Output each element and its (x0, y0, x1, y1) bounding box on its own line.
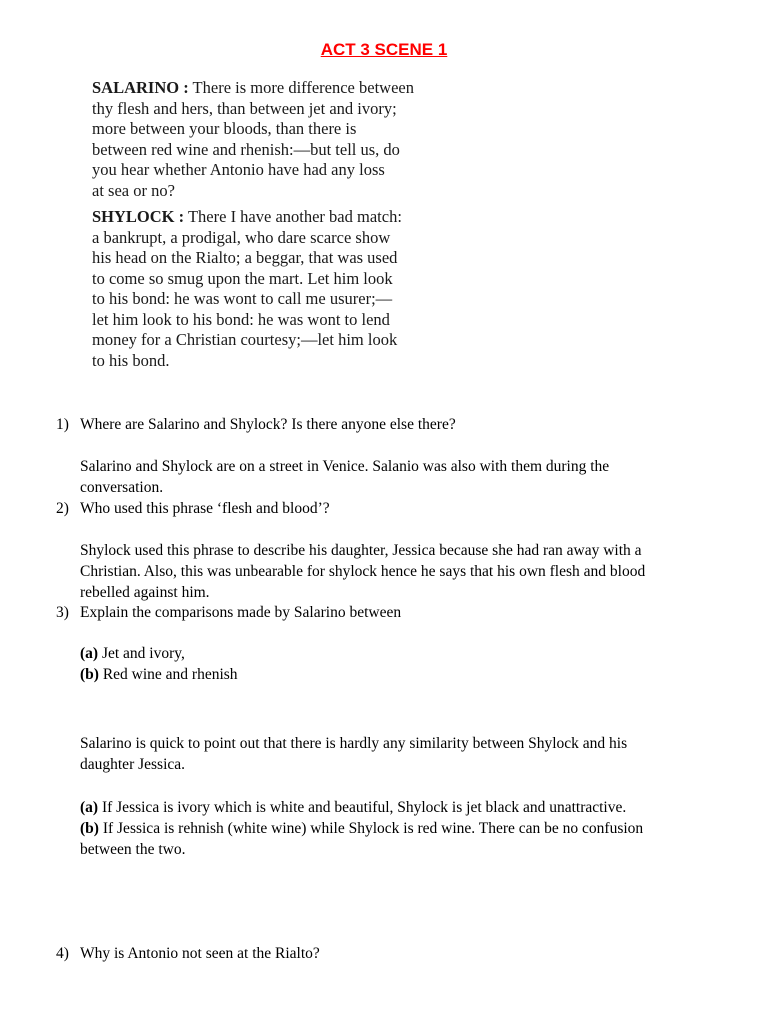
speech-line: more between your bloods, than there is (92, 119, 357, 138)
point-text: between the two. (80, 841, 186, 858)
option-label: (a) (80, 645, 99, 662)
option-text: Jet and ivory, (98, 645, 185, 662)
speech-line: to his bond. (92, 350, 170, 370)
speech-shylock (92, 207, 422, 371)
speech-line: let him look to his bond: he was wont to lend (92, 309, 390, 329)
speech-line: a bankrupt, a prodigal, who dare scarce show (92, 227, 391, 247)
question-text: Explain the comparisons made by Salarino between (80, 604, 402, 621)
speech-line: you hear whether Antonio have had any loss (92, 160, 385, 179)
speech-line: There is more difference between (188, 78, 414, 97)
speech-line: at sea or no? (92, 180, 175, 200)
question-block-4 (56, 943, 746, 964)
question-text: Where are Salarino and Shylock? Is there anyone else there? (80, 416, 456, 433)
speech-line: between red wine and rhenish:—but tell us, do (92, 139, 400, 159)
question-text: Who used this phrase ‘flesh and blood’? (80, 500, 330, 517)
page-title: ACT 3 SCENE 1 (320, 40, 448, 59)
question-number: 2) (56, 500, 69, 517)
answer-text (56, 733, 746, 775)
sub-questions (56, 643, 746, 685)
point-text: If Jessica is rehnish (white wine) while Shylock is red wine. There can be no confusion (98, 820, 644, 837)
question-block-1 (56, 414, 746, 498)
question-number: 3) (56, 604, 69, 621)
answer-points (56, 797, 746, 860)
play-excerpt (92, 78, 422, 377)
speaker-name: SALARINO : (92, 78, 189, 97)
question-number: 4) (56, 945, 69, 962)
speech-line: thy flesh and hers, than between jet and ivory; (92, 98, 397, 118)
point-label: (b) (80, 820, 99, 837)
answer-line: conversation. (80, 479, 164, 496)
speech-line: to his bond: he was wont to call me usurer;— (92, 289, 393, 308)
answer-text (56, 456, 746, 498)
speech-line: to come so smug upon the mart. Let him look (92, 268, 393, 288)
speech-line: his head on the Rialto; a beggar, that was used (92, 248, 398, 267)
speaker-name: SHYLOCK : (92, 207, 185, 226)
question-text: Why is Antonio not seen at the Rialto? (80, 945, 320, 962)
answer-line: rebelled against him. (80, 584, 210, 601)
question-block-2 (56, 498, 746, 603)
point-label: (a) (80, 799, 99, 816)
answer-line: Salarino is quick to point out that there is hardly any similarity between Shylock and his (80, 735, 628, 752)
speech-salarino (92, 78, 422, 201)
speech-line: money for a Christian courtesy;—let him look (92, 330, 398, 349)
answer-line: Shylock used this phrase to describe his daughter, Jessica because she had ran away with a (80, 542, 642, 559)
question-number: 1) (56, 416, 69, 433)
answer-line: Salarino and Shylock are on a street in Venice. Salanio was also with them during the (80, 458, 610, 475)
point-text: If Jessica is ivory which is white and beautiful, Shylock is jet black and unattractive. (98, 799, 627, 816)
answer-line: Christian. Also, this was unbearable for shylock hence he says that his own flesh and blood (80, 563, 646, 580)
speech-line: There I have another bad match: (184, 207, 402, 226)
answer-text (56, 540, 746, 603)
answer-line: daughter Jessica. (80, 756, 186, 773)
option-label: (b) (80, 666, 99, 683)
option-text: Red wine and rhenish (98, 666, 238, 683)
question-block-3 (56, 602, 746, 860)
